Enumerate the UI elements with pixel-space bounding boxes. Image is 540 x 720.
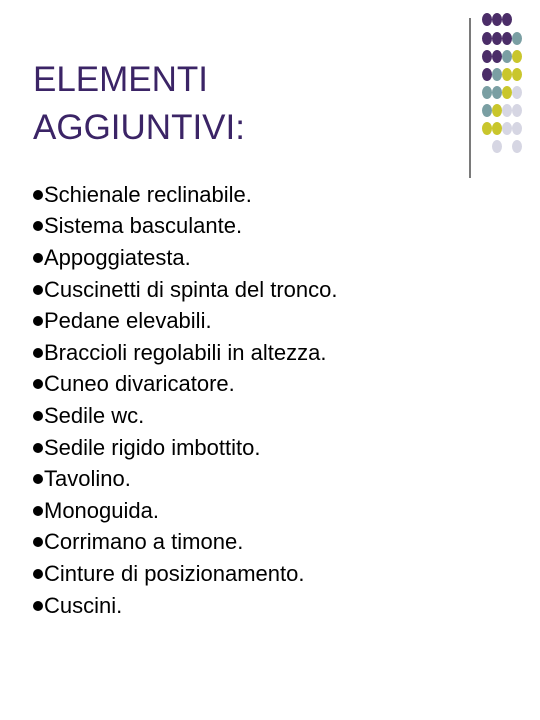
slide-title [33, 56, 245, 152]
bullet-dot-icon [33, 348, 43, 358]
decorative-dot [512, 86, 522, 99]
list-item [33, 179, 338, 211]
decorative-dot [482, 50, 492, 63]
bullet-dot-icon [33, 506, 43, 516]
decorative-dot [482, 32, 492, 45]
list-item-text: Pedane elevabili. [44, 308, 212, 334]
decorative-dot [482, 13, 492, 26]
list-item-text: Monoguida. [44, 497, 159, 523]
list-item [33, 463, 338, 495]
list-item-text: Sedile wc. [44, 402, 145, 428]
list-item-text: Sistema basculante. [44, 213, 243, 239]
title-line-2: AGGIUNTIVI: [33, 108, 245, 147]
decorative-dot [492, 122, 502, 135]
bullet-dot-icon [33, 569, 43, 579]
title-line-1: ELEMENTI [33, 60, 209, 99]
list-item [33, 590, 338, 622]
list-item [33, 369, 338, 401]
decorative-dot [502, 122, 512, 135]
list-item [33, 211, 338, 243]
list-item [33, 527, 338, 559]
bullet-dot-icon [33, 411, 43, 421]
list-item-text: Cinture di posizionamento. [44, 560, 305, 586]
decorative-dot [492, 140, 502, 153]
decorative-dot [482, 86, 492, 99]
list-item [33, 400, 338, 432]
list-item-text: Cuscinetti di spinta del tronco. [44, 276, 338, 302]
decorative-dot [502, 86, 512, 99]
list-item-text: Corrimano a timone. [44, 529, 244, 555]
list-item [33, 558, 338, 590]
list-item [33, 274, 338, 306]
list-item-text: Cuneo divaricatore. [44, 371, 235, 397]
decorative-dot [482, 122, 492, 135]
decorative-dot [502, 68, 512, 81]
decorative-dot [492, 32, 502, 45]
decorative-dot [502, 13, 512, 26]
bullet-dot-icon [33, 316, 43, 326]
decorative-dot [502, 32, 512, 45]
decorative-dot [512, 122, 522, 135]
list-item-text: Schienale reclinabile. [44, 181, 252, 207]
list-item-text: Appoggiatesta. [44, 244, 191, 270]
decorative-divider-line [469, 18, 471, 178]
decorative-dot [512, 32, 522, 45]
list-item-text: Braccioli regolabili in altezza. [44, 339, 327, 365]
bullet-dot-icon [33, 601, 43, 611]
list-item [33, 495, 338, 527]
decorative-dot [492, 86, 502, 99]
decorative-dot [512, 68, 522, 81]
decorative-dot [502, 104, 512, 117]
decorative-dot [492, 104, 502, 117]
list-item [33, 242, 338, 274]
list-item [33, 432, 338, 464]
bullet-dot-icon [33, 221, 43, 231]
decorative-dot [512, 140, 522, 153]
decorative-dot [482, 68, 492, 81]
list-item-text: Tavolino. [44, 466, 131, 492]
bullet-dot-icon [33, 190, 43, 200]
decorative-dot [482, 104, 492, 117]
decorative-dot [512, 50, 522, 63]
decorative-dot-grid [480, 13, 540, 158]
decorative-dot [492, 13, 502, 26]
bullet-dot-icon [33, 443, 43, 453]
bullet-dot-icon [33, 537, 43, 547]
features-list [33, 179, 338, 621]
list-item-text: Cuscini. [44, 592, 123, 618]
decorative-dot [502, 50, 512, 63]
decorative-dot [492, 50, 502, 63]
list-item [33, 337, 338, 369]
bullet-dot-icon [33, 474, 43, 484]
bullet-dot-icon [33, 379, 43, 389]
bullet-dot-icon [33, 285, 43, 295]
bullet-dot-icon [33, 253, 43, 263]
decorative-dot [512, 104, 522, 117]
list-item-text: Sedile rigido imbottito. [44, 434, 261, 460]
list-item [33, 305, 338, 337]
decorative-dot [492, 68, 502, 81]
